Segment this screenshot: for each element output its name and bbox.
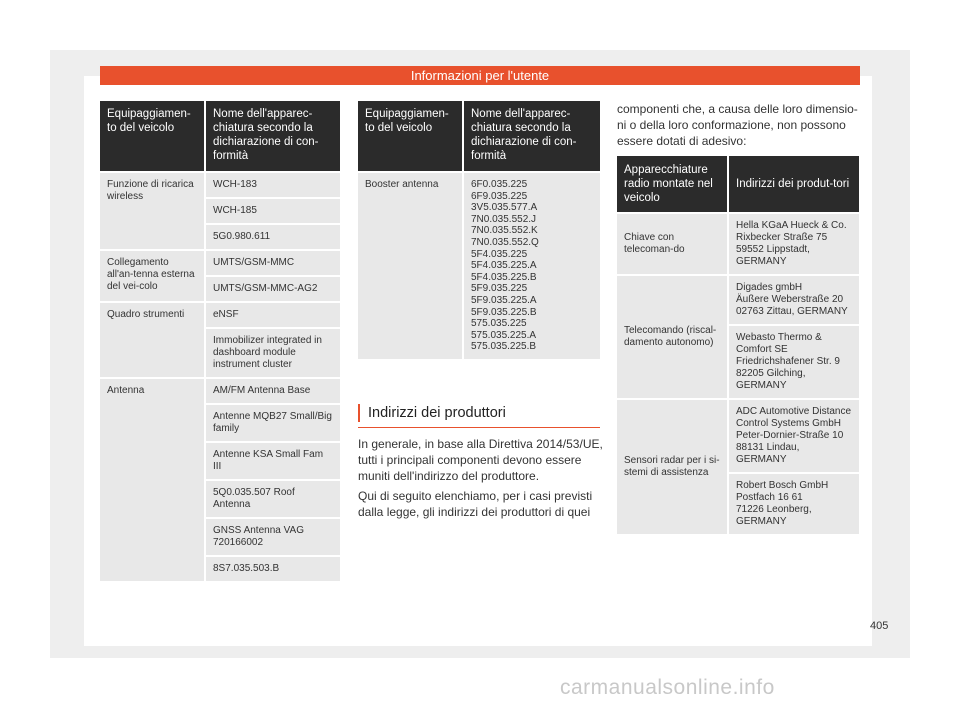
manufacturer-table — [617, 156, 859, 534]
paragraph: componenti che, a causa delle loro dimensio-ni o della loro conformazione, non possono essere dotati di adesivo: — [617, 102, 858, 148]
part-number: 575.035.225.A — [471, 329, 537, 341]
paragraph: In generale, in base alla Direttiva 2014/53/UE, tutti i principali componenti devono essere muniti dell'indirizzo del produttore. — [358, 437, 603, 483]
part-number: 5F4.035.225 — [471, 248, 528, 260]
device-cell: AM/FM Antenna Base — [206, 377, 340, 403]
part-number: 5F4.035.225.A — [471, 260, 537, 272]
column-header: Equipaggiamen-to del veicolo — [358, 101, 464, 171]
device-cell: Immobilizer integrated in dashboard module instrument cluster — [206, 327, 340, 377]
equipment-cell: Chiave con telecoman-do — [617, 212, 729, 274]
part-number: 6F0.035.225 — [471, 179, 528, 190]
equipment-cell: Funzione di ricarica wireless — [100, 171, 206, 249]
page-header: Informazioni per l'utente — [100, 66, 860, 85]
section-title — [358, 398, 600, 428]
part-number: 7N0.035.552.J — [471, 213, 537, 225]
watermark: carmanualsonline.info — [560, 676, 775, 699]
part-number: 3V5.035.577.A — [471, 202, 538, 214]
part-number: 575.035.225 — [471, 318, 527, 330]
equipment-cell: Telecomando (riscal-damento autonomo) — [617, 274, 729, 398]
column-header: Apparecchiature radio montate nel veicolo — [617, 156, 729, 212]
device-cell: GNSS Antenna VAG 720166002 — [206, 517, 340, 555]
device-cell: Antenne KSA Small Fam III — [206, 441, 340, 479]
address-cell: Webasto Thermo & Comfort SE Friedrichshafener Str. 9 82205 Gilching, GERMANY — [729, 324, 859, 398]
paragraph: Qui di seguito elenchiamo, per i casi previsti dalla legge, gli indirizzi dei produttori di quei — [358, 489, 593, 519]
equipment-cell: Quadro strumenti — [100, 301, 206, 377]
device-cell: eNSF — [206, 301, 340, 327]
device-cell: WCH-183 — [206, 171, 340, 197]
part-number: 7N0.035.552.Q — [471, 236, 539, 248]
column-header: Indirizzi dei produt-tori — [729, 156, 859, 212]
address-cell: Hella KGaA Hueck & Co. Rixbecker Straße 75 59552 Lippstadt, GERMANY — [729, 212, 859, 274]
part-number: 5F9.035.225 — [471, 283, 528, 295]
section-marker — [358, 404, 360, 422]
device-cell: Antenne MQB27 Small/Big family — [206, 403, 340, 441]
column-header: Equipaggiamen-to del veicolo — [100, 101, 206, 171]
equipment-cell: Antenna — [100, 377, 206, 581]
part-number: 7N0.035.552.K — [471, 225, 538, 237]
page-number: 405 — [870, 620, 889, 632]
address-cell: Robert Bosch GmbH Postfach 16 61 71226 Leonberg, GERMANY — [729, 472, 859, 534]
device-cell: 8S7.035.503.B — [206, 555, 340, 581]
address-cell: ADC Automotive Distance Control Systems GmbH Peter-Dornier-Straße 10 88131 Lindau, GERMANY — [729, 398, 859, 472]
part-number: 5F4.035.225.B — [471, 271, 537, 283]
equipment-cell: Collegamento all'an-tenna esterna del vei-colo — [100, 249, 206, 301]
address-cell: Digades gmbH Äußere Weberstraße 20 02763 Zittau, GERMANY — [729, 274, 859, 324]
equipment-table-1 — [100, 101, 340, 581]
equipment-table-2 — [358, 101, 600, 359]
device-cell: UMTS/GSM-MMC — [206, 249, 340, 275]
equipment-cell: Booster antenna — [358, 171, 464, 359]
part-number-list — [464, 171, 600, 359]
part-number: 5F9.035.225.A — [471, 294, 537, 306]
device-cell: 5Q0.035.507 Roof Antenna — [206, 479, 340, 517]
device-cell: UMTS/GSM-MMC-AG2 — [206, 275, 340, 301]
part-number: 5F9.035.225.B — [471, 306, 537, 318]
part-number: 575.035.225.B — [471, 341, 537, 353]
device-cell: 5G0.980.611 — [206, 223, 340, 249]
equipment-cell: Sensori radar per i si-stemi di assistenza — [617, 398, 729, 534]
column-header: Nome dell'apparec-chiatura secondo la dichiarazione di con-formità — [206, 101, 340, 171]
part-number: 6F9.035.225 — [471, 190, 528, 202]
section-title-text: Indirizzi dei produttori — [368, 404, 506, 421]
device-cell: WCH-185 — [206, 197, 340, 223]
column-header: Nome dell'apparec-chiatura secondo la dichiarazione di con-formità — [464, 101, 600, 171]
